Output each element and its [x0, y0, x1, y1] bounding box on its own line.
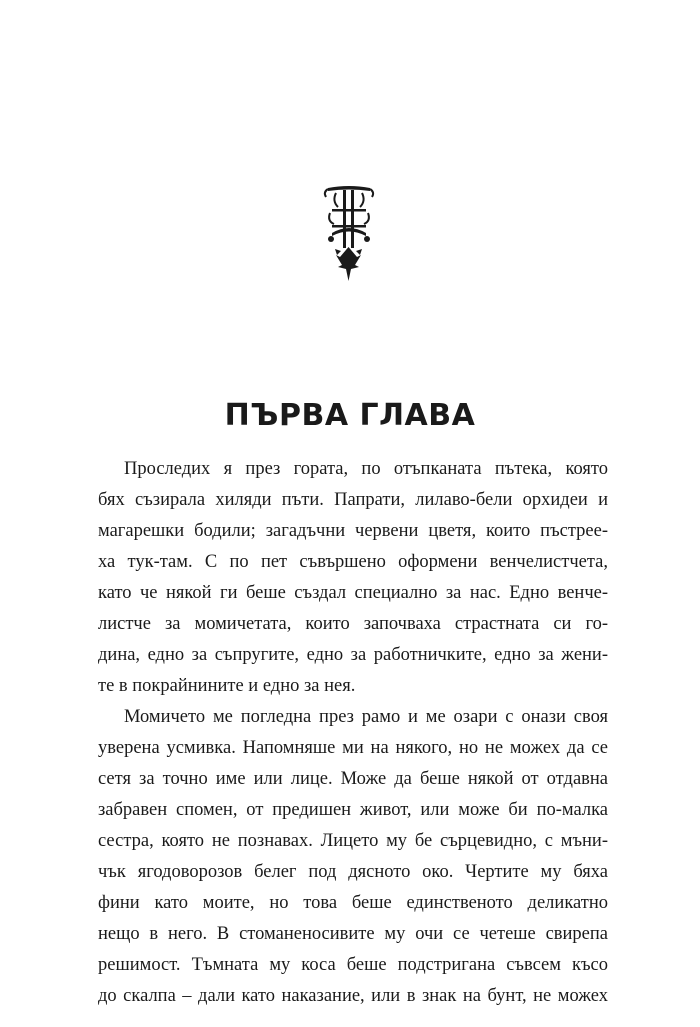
paragraph: [98, 454, 608, 702]
text-line: сетя за точно име или лице. Може да беше някой от отдавна: [98, 769, 608, 789]
text-line: Момичето ме погледна през рамо и ме озари с онази своя: [124, 707, 608, 727]
text-line: бях съзирала хиляди пъти. Папрати, лилаво-бели орхидеи и: [98, 490, 608, 510]
text-line: до скалпа – дали като наказание, или в знак на бунт, не можех: [98, 986, 608, 1006]
text-line: като че някой ги беше създал специално за нас. Едно венче-: [98, 583, 608, 603]
text-line: листче за момичетата, които започваха страстната си го-: [98, 614, 608, 634]
text-line: чък ягодоворозов белег под дясното око. Чертите му бяха: [98, 862, 608, 882]
floral-ornament-icon: [318, 183, 380, 283]
text-line: магарешки бодили; загадъчни червени цветя, които пъстрее-: [98, 521, 608, 541]
text-line: решимост. Тъмната му коса беше подстригана съвсем късо: [98, 955, 608, 975]
text-line: дина, едно за съпругите, едно за работничките, едно за жени-: [98, 645, 608, 665]
chapter-title: ПЪРВА ГЛАВА: [224, 398, 476, 433]
text-line: Проследих я през гората, по отъпканата пътека, която: [124, 459, 608, 479]
text-line: сестра, която не познавах. Лицето му бе сърцевидно, с мъни-: [98, 831, 608, 851]
chapter-body: [98, 454, 608, 1012]
text-line: забравен спомен, от предишен живот, или може би по-малка: [98, 800, 608, 820]
text-line: уверена усмивка. Напомняше ми на някого, но не можех да се: [98, 738, 608, 758]
text-line: ха тук-там. С по пет съвършено оформени венчелистчета,: [98, 552, 608, 572]
text-line: те в покрайнините и едно за нея.: [98, 676, 356, 696]
text-line: нещо в него. В стоманеносивите му очи се четеше свирепа: [98, 924, 608, 944]
text-line: фини като моите, но това беше единственото деликатно: [98, 893, 608, 913]
paragraph: [98, 702, 608, 1012]
